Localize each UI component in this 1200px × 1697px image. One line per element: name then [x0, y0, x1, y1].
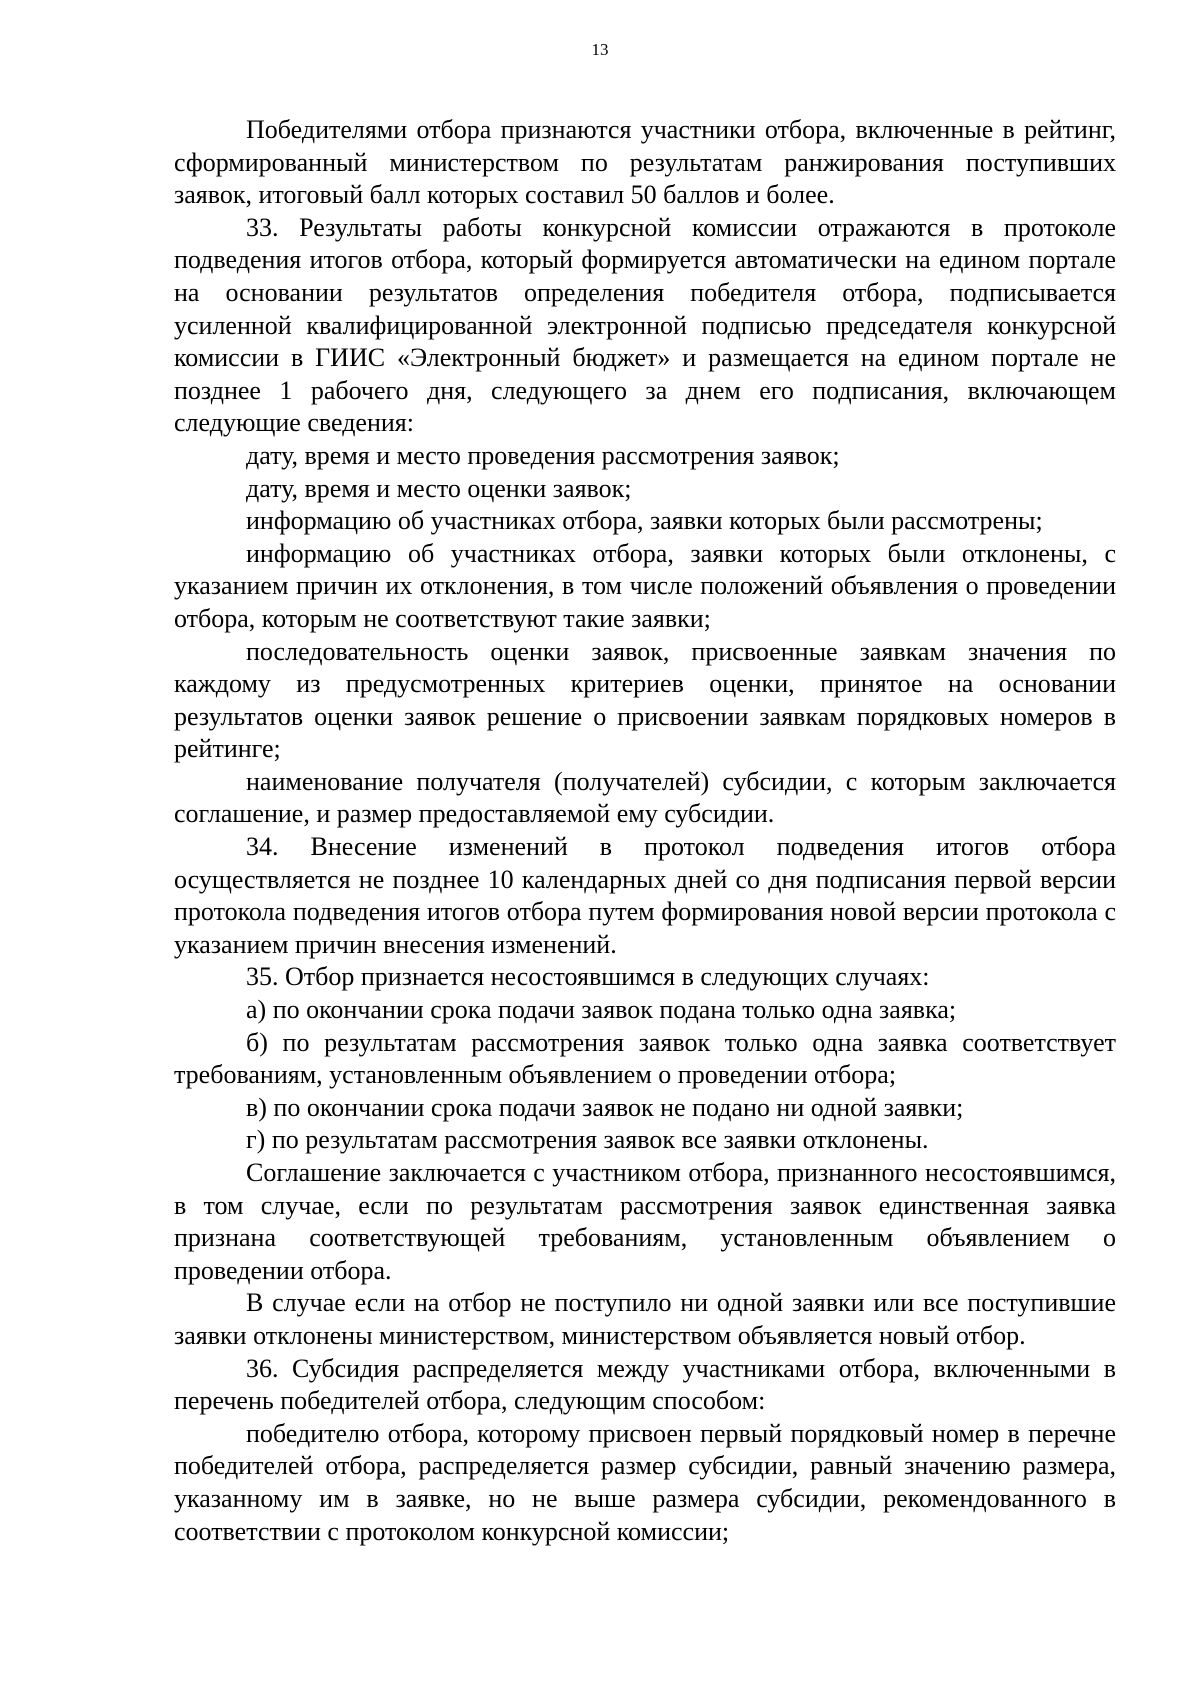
paragraph-33-item-recipient: наименование получателя (получателей) субсидии, с которым заключается соглашение, и размер предоставляемой ему субсидии.	[174, 766, 1116, 829]
paragraph-agreement: Соглашение заключается с участником отбора, признанного несостоявшимся, в том случае, если по результатам рассмотрения заявок единственная заявка признана соответствующей требованиям, установленным объявлением о проведении отбора.	[174, 1158, 1116, 1285]
paragraph-winners: Победителями отбора признаются участники отбора, включенные в рейтинг, сформированный министерством по результатам ранжирования поступивших заявок, итоговый балл которых составил 50 баллов и более.	[174, 115, 1116, 210]
paragraph-33-item-reviewed: информацию об участниках отбора, заявки которых были рассмотрены;	[246, 506, 1043, 536]
paragraph-35-item-a: а) по окончании срока подачи заявок подана только одна заявка;	[246, 995, 957, 1025]
paragraph-33-item-date-evaluation: дату, время и место оценки заявок;	[246, 473, 632, 503]
paragraph-new-selection: В случае если на отбор не поступило ни одной заявки или все поступившие заявки отклонены министерством, министерством объявляется новый отбор.	[174, 1288, 1116, 1350]
paragraph-35: 35. Отбор признается несостоявшимся в следующих случаях:	[246, 962, 930, 992]
paragraph-33: 33. Результаты работы конкурсной комиссии отражаются в протоколе подведения итогов отбора, который формируется автоматически на едином портале на основании результатов определения победителя отбора, подписывается усиленной квалифицированной электронной подписью председателя конкурсной комиссии в ГИИС «Электронный бюджет» и размещается на едином портале не позднее 1 рабочего дня, следующего за днем его подписания, включающем следующие сведения:	[174, 212, 1116, 438]
paragraph-36-item-first-winner: победителю отбора, которому присвоен первый порядковый номер в перечне победителей отбора, распределяется размер субсидии, равный значению размера, указанному им в заявке, но не выше размера субсидии, рекомендованного в соответствии с протоколом конкурсной комиссии;	[174, 1418, 1116, 1546]
paragraph-33-item-date-review: дату, время и место проведения рассмотрения заявок;	[246, 440, 840, 470]
paragraph-33-item-rejected: информацию об участниках отбора, заявки которых были отклонены, с указанием причин их отклонения, в том числе положений объявления о проведении отбора, которым не соответствуют такие заявки;	[174, 538, 1116, 633]
paragraph-33-item-sequence: последовательность оценки заявок, присвоенные заявкам значения по каждому из предусмотренных критериев оценки, принятое на основании результатов оценки заявок решение о присвоении заявкам порядковых номеров в рейтинге;	[174, 636, 1116, 764]
document-body	[174, 114, 1116, 1548]
paragraph-35-item-b: б) по результатам рассмотрения заявок только одна заявка соответствует требованиям, установленным объявлением о проведении отбора;	[174, 1027, 1116, 1090]
paragraph-36: 36. Субсидия распределяется между участниками отбора, включенными в перечень победителей отбора, следующим способом:	[174, 1353, 1116, 1416]
page-number: 13	[591, 40, 609, 59]
paragraph-34: 34. Внесение изменений в протокол подведения итогов отбора осуществляется не позднее 10 календарных дней со дня подписания первой версии протокола подведения итогов отбора путем формирования новой версии протокола с указанием причин внесения изменений.	[174, 832, 1116, 959]
paragraph-35-item-g: г) по результатам рассмотрения заявок все заявки отклонены.	[246, 1125, 929, 1155]
paragraph-35-item-v: в) по окончании срока подачи заявок не подано ни одной заявки;	[246, 1092, 964, 1122]
